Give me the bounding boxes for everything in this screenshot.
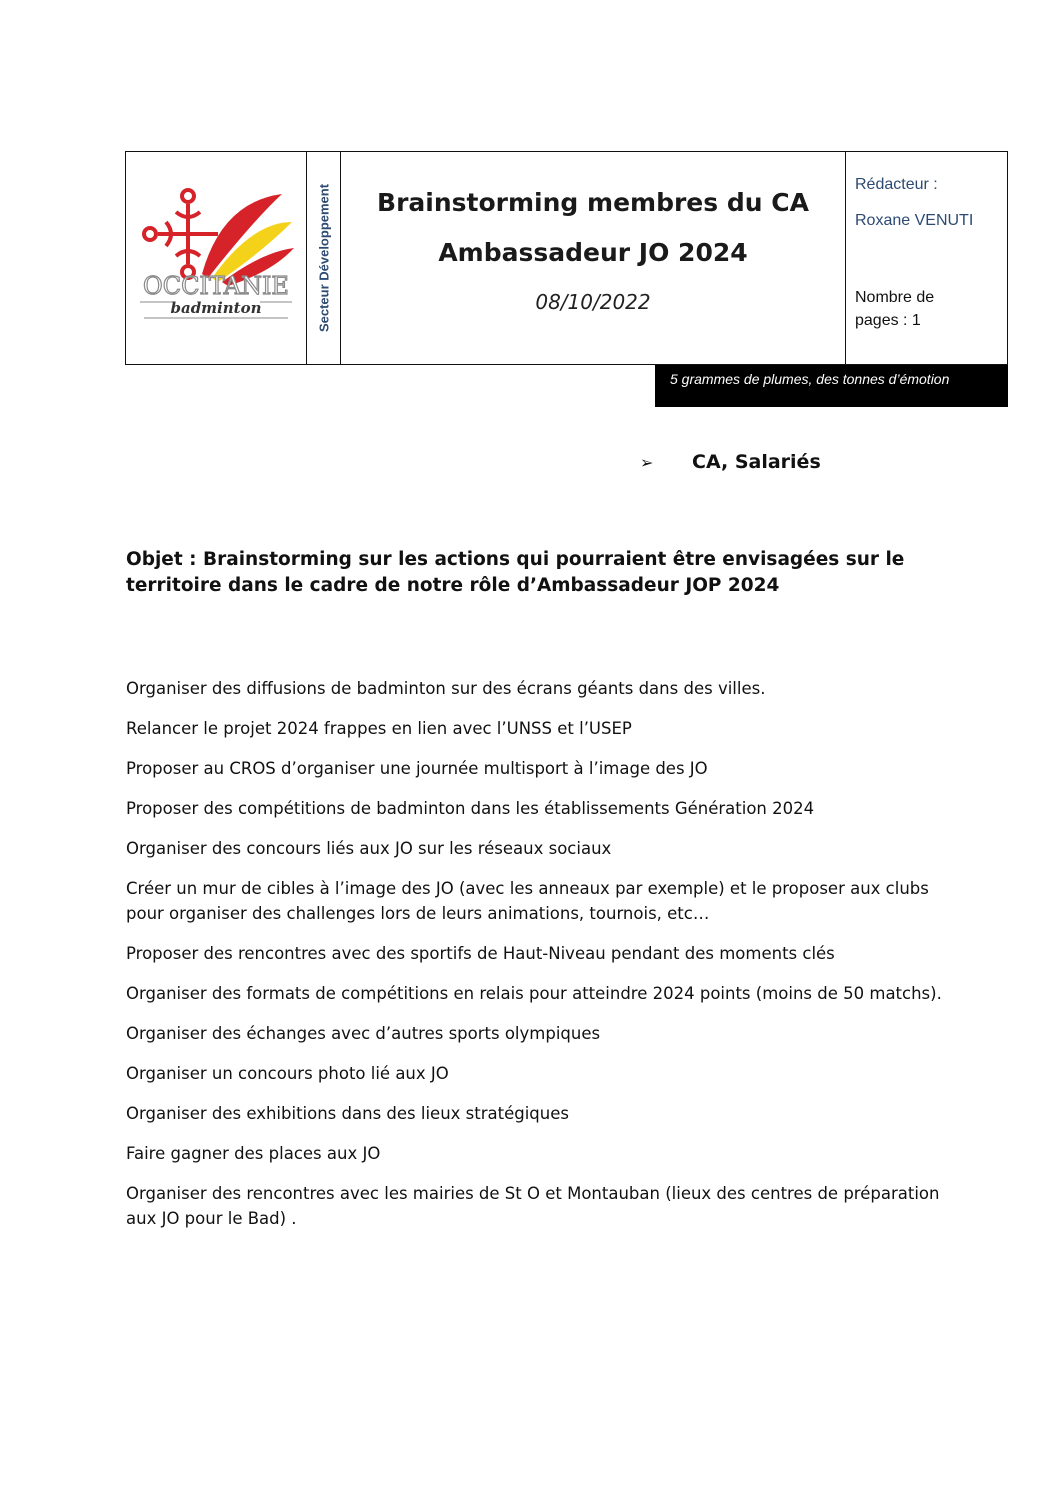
logo-text-sub: badminton	[170, 299, 262, 317]
arrow-bullet-icon: ➢	[640, 453, 654, 472]
sector-label: Secteur Développement	[316, 183, 331, 333]
list-item: Organiser des diffusions de badminton sur des écrans géants dans des villes.	[126, 679, 766, 698]
list-item: Proposer des rencontres avec des sportifs de Haut-Niveau pendant des moments clés	[126, 944, 835, 963]
list-item: Organiser un concours photo lié aux JO	[126, 1064, 449, 1083]
tagline-text: 5 grammes de plumes, des tonnes d’émotion	[670, 371, 950, 387]
author-label: Rédacteur :	[855, 176, 938, 193]
page-count: Nombre de pages : 1	[855, 289, 935, 329]
document-date: 08/10/2022	[535, 290, 651, 314]
sector-cell	[307, 152, 341, 364]
list-item: Relancer le projet 2024 frappes en lien avec l’UNSS et l’USEP	[126, 719, 632, 738]
list-item: Proposer des compétitions de badminton dans les établissements Génération 2024	[126, 799, 815, 818]
recipients-line	[640, 451, 821, 473]
tagline-bar	[655, 365, 1008, 407]
list-item: Proposer au CROS d’organiser une journée multisport à l’image des JO	[126, 759, 708, 778]
list-item: Organiser des échanges avec d’autres sports olympiques	[126, 1024, 601, 1043]
header-table	[125, 151, 1008, 365]
objet-heading: Objet : Brainstorming sur les actions qui pourraient être envisagées sur le territoire dans le cadre de notre rôle d’Ambassadeur JOP 2024	[126, 549, 905, 596]
list-item: Organiser des concours liés aux JO sur les réseaux sociaux	[126, 839, 612, 858]
author-name: Roxane VENUTI	[855, 212, 974, 229]
logo-text-main: OCCITANIE	[143, 272, 289, 300]
title-cell	[341, 152, 846, 364]
logo-cell	[126, 152, 307, 364]
meta-cell	[846, 152, 1007, 364]
document-title-line1: Brainstorming membres du CA	[377, 188, 809, 217]
list-item: Organiser des rencontres avec les mairies de St O et Montauban (lieux des centres de préparation aux JO pour le Bad) .	[126, 1184, 940, 1228]
recipients-text: CA, Salariés	[692, 451, 821, 473]
occitanie-badminton-logo	[132, 182, 300, 322]
list-item: Faire gagner des places aux JO	[126, 1144, 381, 1163]
list-item: Créer un mur de cibles à l’image des JO (avec les anneaux par exemple) et le proposer aux clubs pour organiser des challenges lors de leurs animations, tournois, etc…	[126, 879, 929, 923]
list-item: Organiser des exhibitions dans des lieux stratégiques	[126, 1104, 569, 1123]
list-item: Organiser des formats de compétitions en relais pour atteindre 2024 points (moins de 50 matchs).	[126, 984, 942, 1003]
document-title-line2: Ambassadeur JO 2024	[438, 238, 748, 267]
action-list	[126, 676, 946, 1246]
